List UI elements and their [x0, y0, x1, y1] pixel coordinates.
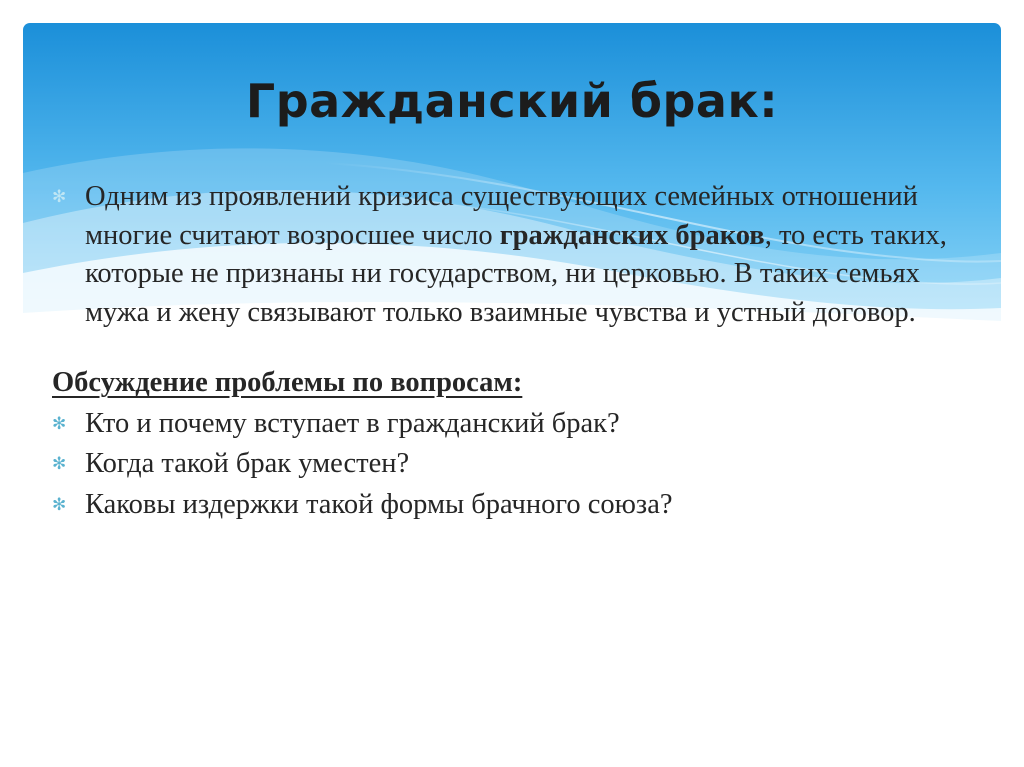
slide-title: Гражданский брак:: [245, 74, 779, 128]
question-item: [52, 445, 952, 484]
intro-bullet: [52, 178, 952, 332]
bullet-asterisk-icon: ✻: [52, 454, 67, 474]
question-text: Каковы издержки такой формы брачного союза?: [85, 488, 673, 520]
question-text: Кто и почему вступает в гражданский брак?: [85, 407, 620, 439]
slide-body: [52, 178, 952, 524]
bullet-asterisk-icon: ✻: [52, 494, 67, 515]
question-item: [52, 486, 952, 525]
question-text: Когда такой брак уместен?: [85, 448, 410, 479]
bullet-asterisk-icon: ✻: [52, 187, 67, 207]
intro-paragraph: [85, 178, 952, 332]
intro-text-end: , то есть таких, которые не признаны ни государством, ни церковью. В таких семьях мужа и жену связывают только взаимные чувства и устный договор.: [85, 219, 947, 328]
discussion-heading: Обсуждение проблемы по вопросам:: [52, 367, 523, 398]
intro-text-start: Одним из проявлений кризиса существующих семейных отношений многие считают возросшее число: [85, 181, 918, 251]
bullet-asterisk-icon: ✻: [52, 413, 67, 434]
intro-text-bold: гражданских браков: [499, 219, 765, 251]
question-item: [52, 405, 952, 444]
